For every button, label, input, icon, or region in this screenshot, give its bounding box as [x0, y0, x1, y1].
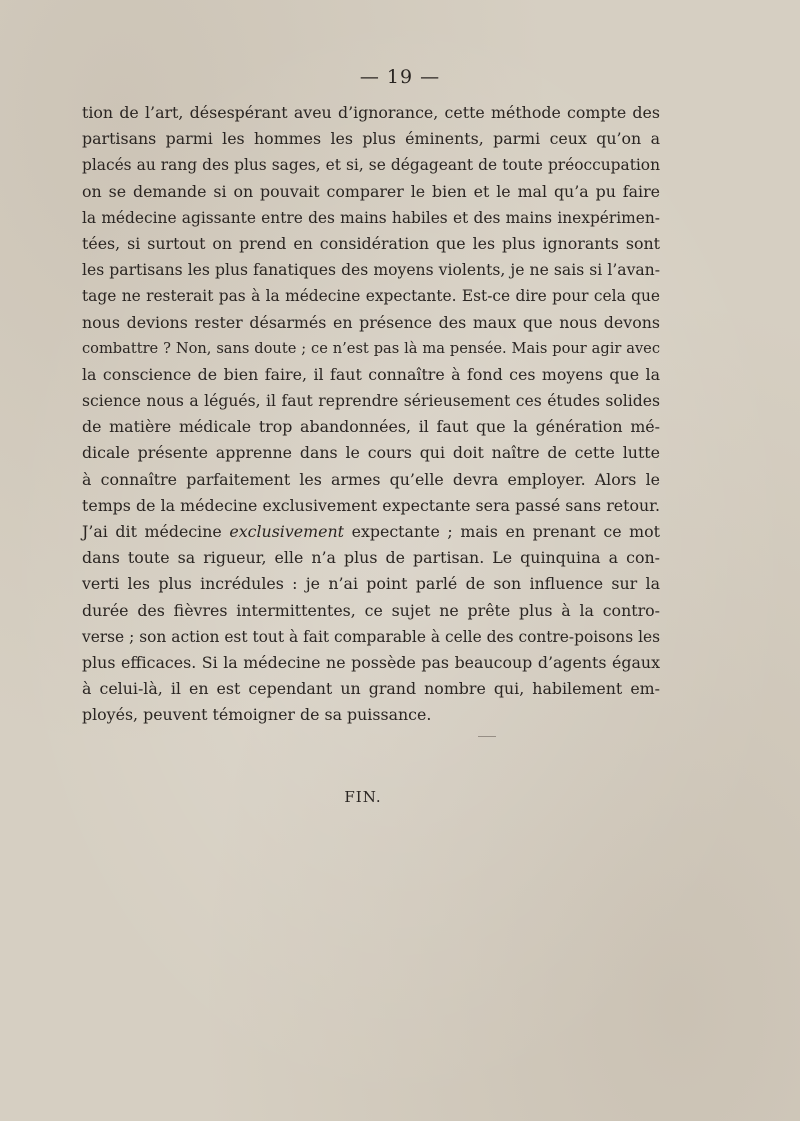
text-line: verse ; son action est tout à fait comparable à celle des contre-poisons les: [82, 627, 660, 646]
text-line: la médecine agissante entre des mains habiles et des mains inexpérimen-: [82, 208, 660, 227]
text-line: tées, si surtout on prend en considération que les plus ignorants sont: [82, 233, 660, 253]
decorative-dash: [478, 736, 496, 737]
text-segment: J’ai dit médecine: [82, 522, 230, 541]
text-line: combattre ? Non, sans doute ; ce n’est pas là ma pensée. Mais pour agir avec: [82, 339, 660, 357]
text-line: la conscience de bien faire, il faut connaître à fond ces moyens que la: [82, 364, 660, 384]
text-line: partisans parmi les hommes les plus éminents, parmi ceux qu’on a: [82, 129, 660, 149]
text-line: durée des fièvres intermittentes, ce sujet ne prête plus à la contro-: [82, 600, 660, 620]
text-line: on se demande si on pouvait comparer le bien et le mal qu’a pu faire: [82, 181, 660, 201]
text-line: plus efficaces. Si la médecine ne possède pas beaucoup d’agents égaux: [82, 652, 660, 672]
text-line: dans toute sa rigueur, elle n’a plus de partisan. Le quinquina a con-: [82, 548, 660, 568]
text-line: dicale présente apprenne dans le cours qui doit naître de cette lutte: [82, 443, 660, 463]
text-line: à connaître parfaitement les armes qu’elle devra employer. Alors le: [82, 469, 660, 489]
italic-word: exclusivement: [229, 522, 344, 541]
text-line: verti les plus incrédules : je n’ai point parlé de son influence sur la: [82, 574, 660, 594]
text-line-with-italic: [82, 519, 660, 545]
text-line: tion de l’art, désespérant aveu d’ignorance, cette méthode compte des: [82, 103, 660, 122]
text-line: placés au rang des plus sages, et si, se dégageant de toute préoccupation: [82, 156, 660, 175]
end-mark: FIN.: [344, 788, 382, 806]
text-line: nous devions rester désarmés en présence des maux que nous devons: [82, 312, 660, 332]
text-segment: expectante ; mais en prenant ce mot: [344, 522, 660, 541]
text-line: science nous a légués, il faut reprendre sérieusement ces études solides: [82, 392, 660, 411]
text-line: à celui-là, il en est cependant un grand nombre qui, habilement em-: [82, 679, 660, 699]
text-line: de matière médicale trop abandonnées, il faut que la génération mé-: [82, 417, 660, 437]
text-line: temps de la médecine exclusivement expectante sera passé sans retour.: [82, 495, 660, 515]
text-line: tage ne resterait pas à la médecine expectante. Est-ce dire pour cela que: [82, 287, 660, 306]
text-line: ployés, peuvent témoigner de sa puissance.: [82, 705, 432, 725]
body-text: [82, 100, 660, 729]
text-line: les partisans les plus fanatiques des moyens violents, je ne sais si l’avan-: [82, 261, 660, 280]
page-number: — 19 —: [359, 66, 441, 88]
